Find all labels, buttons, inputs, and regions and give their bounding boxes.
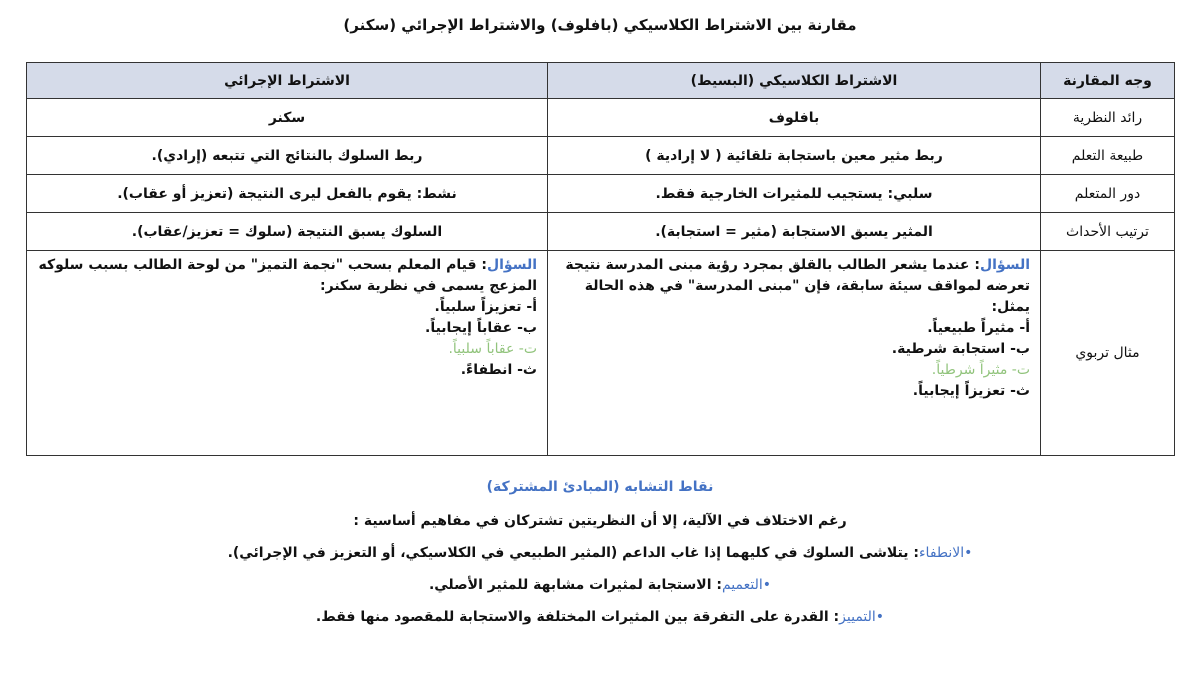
option-c-correct: ت- عقاباً سلبياً. xyxy=(448,341,537,357)
point-text: : الاستجابة لمثيرات مشابهة للمثير الأصلي. xyxy=(428,577,722,593)
similarities-section xyxy=(0,476,1200,638)
row-aspect: طبيعة التعلم xyxy=(1041,137,1175,175)
row-aspect: دور المتعلم xyxy=(1041,175,1175,213)
header-classical: الاشتراط الكلاسيكي (البسيط) xyxy=(548,63,1041,99)
operant-question xyxy=(37,255,537,297)
classical-example xyxy=(548,251,1041,456)
row-aspect: ترتيب الأحداث xyxy=(1041,213,1175,251)
point-text: : القدرة على التفرقة بين المثيرات المختلفة والاستجابة للمقصود منها فقط. xyxy=(315,609,840,625)
bullet-icon: • xyxy=(875,609,885,625)
point-term: التمييز xyxy=(839,609,876,625)
similarity-point xyxy=(0,606,1200,628)
header-aspect: وجه المقارنة xyxy=(1041,63,1175,99)
row-operant: سكنر xyxy=(27,99,548,137)
option-b: ب- استجابة شرطية. xyxy=(891,341,1030,357)
row-aspect: مثال تربوي xyxy=(1041,251,1175,456)
option-d: ث- انطفاءً. xyxy=(460,362,537,378)
classical-question xyxy=(558,255,1030,318)
page-title: مقارنة بين الاشتراط الكلاسيكي (بافلوف) والاشتراط الإجرائي (سكنر) xyxy=(343,16,857,34)
question-label: السؤال xyxy=(486,257,537,273)
question-text: : عندما يشعر الطالب بالقلق بمجرد رؤية مبنى المدرسة نتيجة تعرضه لمواقف سيئة سابقة، فإن "مبنى المدرسة" في هذه الحالة يمثل: xyxy=(565,257,1030,315)
table-row xyxy=(27,213,1175,251)
comparison-table xyxy=(26,62,1175,456)
row-operant: نشط: يقوم بالفعل ليرى النتيجة (تعزيز أو عقاب). xyxy=(27,175,548,213)
similarities-intro: رغم الاختلاف في الآلية، إلا أن النظريتين تشتركان في مفاهيم أساسية : xyxy=(353,513,847,529)
table-row xyxy=(27,175,1175,213)
row-classical: بافلوف xyxy=(548,99,1041,137)
table-header-row xyxy=(27,63,1175,99)
row-classical: المثير يسبق الاستجابة (مثير = استجابة). xyxy=(548,213,1041,251)
row-operant: السلوك يسبق النتيجة (سلوك = تعزيز/عقاب). xyxy=(27,213,548,251)
row-classical: ربط مثير معين باستجابة تلقائية ( لا إرادية ) xyxy=(548,137,1041,175)
similarity-point xyxy=(0,574,1200,596)
option-c-correct: ت- مثيراً شرطياً. xyxy=(931,362,1030,378)
table-row xyxy=(27,137,1175,175)
option-b: ب- عقاباً إيجابياً. xyxy=(425,320,537,336)
option-a: أ- مثيراً طبيعياً. xyxy=(927,320,1030,336)
table-row-example xyxy=(27,251,1175,456)
operant-example xyxy=(27,251,548,456)
header-operant: الاشتراط الإجرائي xyxy=(27,63,548,99)
bullet-icon: • xyxy=(964,545,973,561)
point-text: : يتلاشى السلوك في كليهما إذا غاب الداعم (المثير الطبيعي في الكلاسيكي، أو التعزيز في الإجرائي). xyxy=(227,545,919,561)
table-row xyxy=(27,99,1175,137)
option-a: أ- تعزيزاً سلبياً. xyxy=(434,299,537,315)
point-term: الانطفاء xyxy=(918,545,965,561)
question-text: : قيام المعلم بسحب "نجمة التميز" من لوحة الطالب بسبب سلوكه المزعج يسمى في نظرية سكنر: xyxy=(38,257,537,294)
point-term: التعميم xyxy=(721,577,763,593)
question-label: السؤال xyxy=(979,257,1030,273)
option-d: ث- تعزيزاً إيجابياً. xyxy=(912,383,1030,399)
row-aspect: رائد النظرية xyxy=(1041,99,1175,137)
similarity-point xyxy=(0,542,1200,564)
bullet-icon: • xyxy=(762,577,772,593)
similarities-heading: نقاط التشابه (المبادئ المشتركة) xyxy=(486,479,714,495)
row-classical: سلبي: يستجيب للمثيرات الخارجية فقط. xyxy=(548,175,1041,213)
row-operant: ربط السلوك بالنتائج التي تتبعه (إرادي). xyxy=(27,137,548,175)
